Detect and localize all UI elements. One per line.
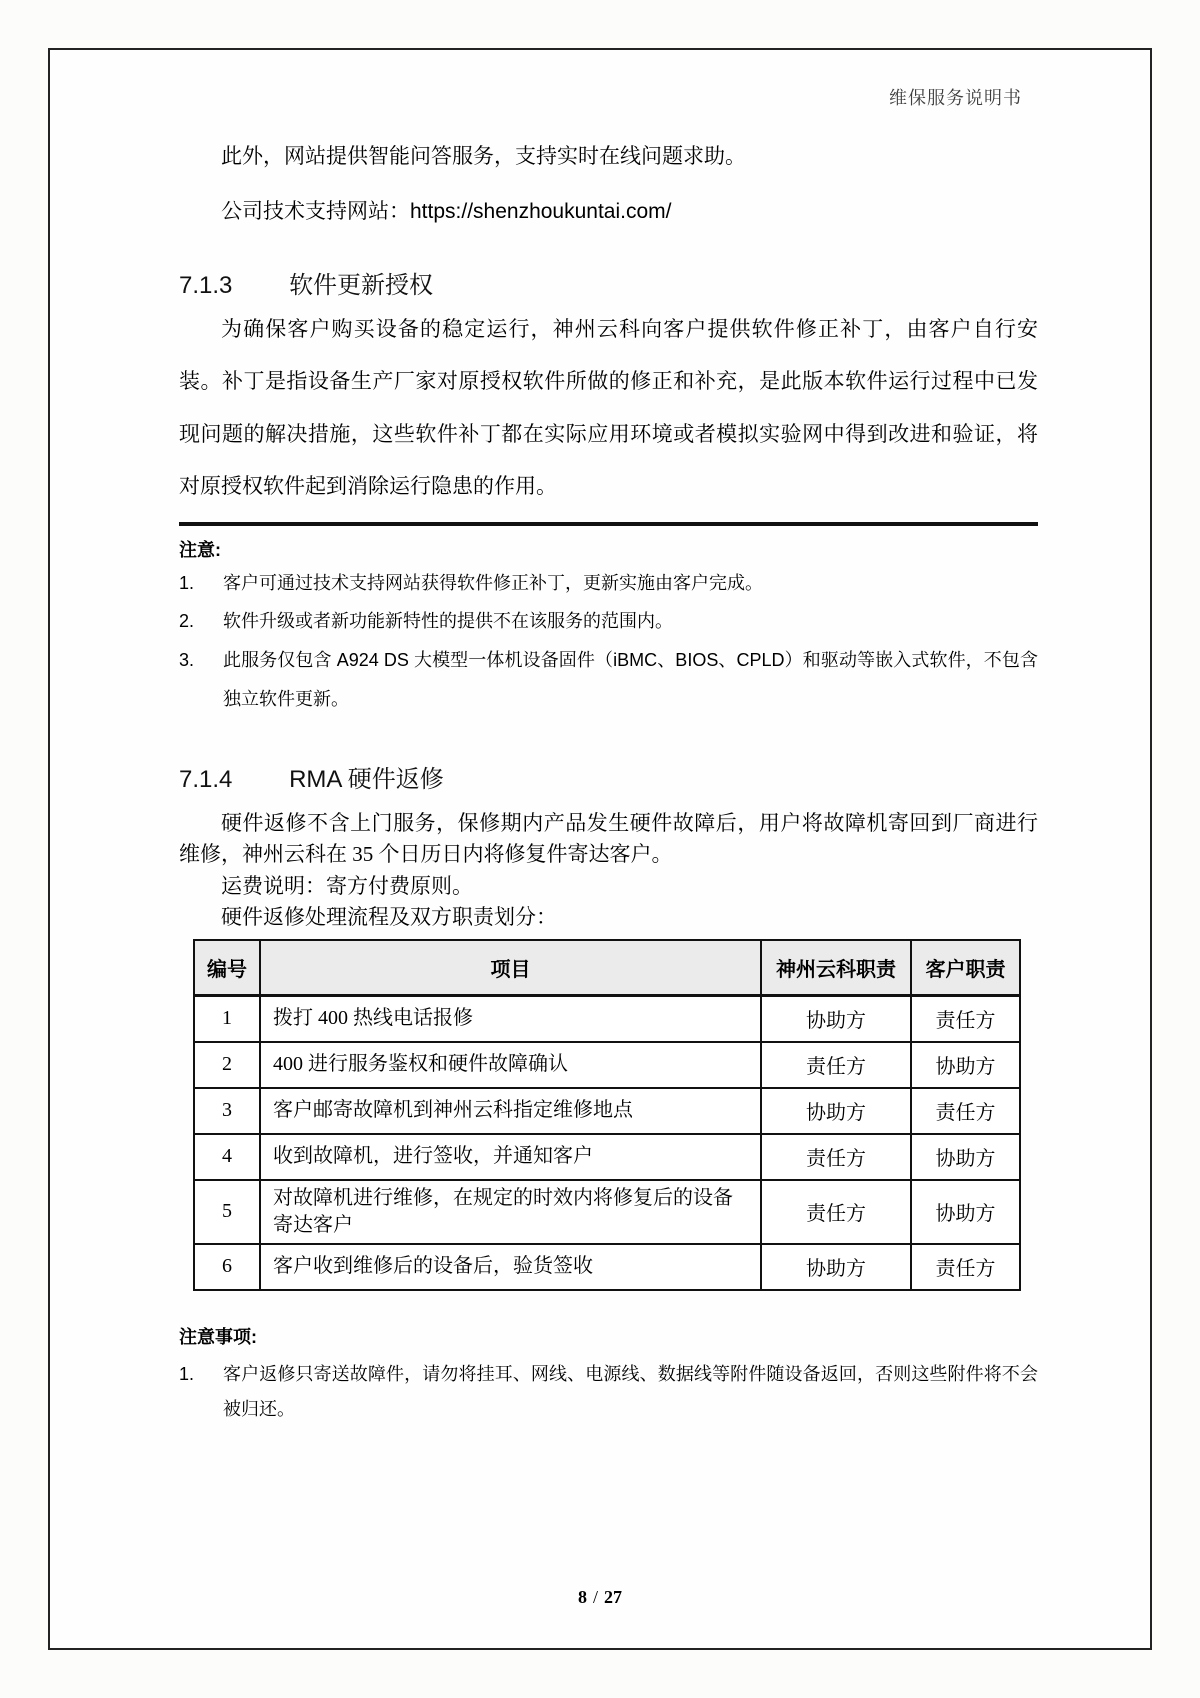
- note-list-714: [179, 1357, 1038, 1427]
- cell-customer-duty: 协助方: [911, 1042, 1020, 1088]
- cell-vendor-duty: 协助方: [761, 996, 911, 1042]
- cell-number: 3: [194, 1088, 260, 1134]
- cell-number: 2: [194, 1042, 260, 1088]
- cell-vendor-duty: 协助方: [761, 1244, 911, 1290]
- section-number: 7.1.4: [179, 765, 233, 793]
- cell-item: 400 进行服务鉴权和硬件故障确认: [260, 1042, 761, 1088]
- table-header-row: [194, 940, 1020, 996]
- section-number: 7.1.3: [179, 271, 233, 299]
- table-row: [194, 1244, 1020, 1290]
- note-label: 注意:: [179, 539, 221, 560]
- list-item: [179, 564, 1038, 603]
- table-row: [194, 1042, 1020, 1088]
- notes-bottom-label: 注意事项:: [179, 1326, 257, 1347]
- list-item-text: 软件升级或者新功能新特性的提供不在该服务的范围内。: [223, 611, 673, 632]
- cell-vendor-duty: 责任方: [761, 1180, 911, 1244]
- cell-vendor-duty: 责任方: [761, 1042, 911, 1088]
- page-number-current: 8: [577, 1587, 587, 1607]
- cell-number: 1: [194, 996, 260, 1042]
- table-row: [194, 1180, 1020, 1244]
- list-item: [179, 641, 1038, 718]
- list-item-text: 客户返修只寄送故障件，请勿将挂耳、网线、电源线、数据线等附件随设备返回，否则这些附件将不会被归还。: [223, 1363, 1038, 1419]
- section-heading-714: [179, 759, 1038, 794]
- section-713-body: 为确保客户购买设备的稳定运行，神州云科向客户提供软件修正补丁，由客户自行安装。补丁是指设备生产厂家对原授权软件所做的修正和补充，是此版本软件运行过程中已发现问题的解决措施，这些软件补丁都在实际应用环境或者模拟实验网中得到改进和验证，将对原授权软件起到消除运行隐患的作用。: [179, 317, 1038, 499]
- cell-customer-duty: 责任方: [911, 1244, 1020, 1290]
- cell-item: 收到故障机，进行签收，并通知客户: [260, 1134, 761, 1180]
- note-divider-line: [179, 522, 1038, 526]
- rma-paragraph-1: 硬件返修不含上门服务，保修期内产品发生硬件故障后，用户将故障机寄回到厂商进行维修，神州云科在 35 个日历日内将修复件寄达客户。: [179, 810, 1038, 867]
- cell-customer-duty: 责任方: [911, 996, 1020, 1042]
- rma-paragraph-2: 运费说明：寄方付费原则。: [221, 873, 473, 898]
- table-row: [194, 1088, 1020, 1134]
- cell-number: 6: [194, 1244, 260, 1290]
- list-item-text: 客户可通过技术支持网站获得软件修正补丁，更新实施由客户完成。: [223, 572, 763, 593]
- rma-process-table: [193, 939, 1021, 1291]
- list-item: [179, 602, 1038, 641]
- cell-item: 客户邮寄故障机到神州云科指定维修地点: [260, 1088, 761, 1134]
- table-row: [194, 1134, 1020, 1180]
- cell-customer-duty: 协助方: [911, 1180, 1020, 1244]
- column-header-number: 编号: [194, 940, 260, 996]
- table-row: [194, 996, 1020, 1042]
- intro-paragraph-1: 此外，网站提供智能问答服务，支持实时在线问题求助。: [221, 145, 746, 168]
- page-header-title: 维保服务说明书: [889, 88, 1022, 108]
- column-header-vendor-duty: 神州云科职责: [761, 940, 911, 996]
- column-header-item: 项目: [260, 940, 761, 996]
- note-list-713: [179, 564, 1038, 719]
- page-footer: [50, 1587, 1150, 1608]
- rma-paragraph-3: 硬件返修处理流程及双方职责划分：: [221, 905, 557, 930]
- cell-vendor-duty: 责任方: [761, 1134, 911, 1180]
- list-item-number: 1.: [179, 572, 195, 593]
- cell-item: 拨打 400 热线电话报修: [260, 996, 761, 1042]
- cell-item: 客户收到维修后的设备后，验货签收: [260, 1244, 761, 1290]
- cell-number: 4: [194, 1134, 260, 1180]
- cell-customer-duty: 责任方: [911, 1088, 1020, 1134]
- page-number-separator: /: [592, 1587, 598, 1607]
- document-page: [48, 48, 1152, 1650]
- section-714-body: [179, 808, 1038, 934]
- list-item-number: 2.: [179, 611, 195, 632]
- cell-vendor-duty: 协助方: [761, 1088, 911, 1134]
- list-item-text: 此服务仅包含 A924 DS 大模型一体机设备固件（iBMC、BIOS、CPLD）和驱动等嵌入式软件，不包含独立软件更新。: [223, 650, 1038, 709]
- page-content: [50, 84, 1150, 1427]
- intro-paragraph-2: 公司技术支持网站：https://shenzhoukuntai.com/: [221, 200, 672, 224]
- list-item-number: 3.: [179, 650, 195, 671]
- page-number-total: 27: [604, 1587, 622, 1607]
- cell-item: 对故障机进行维修，在规定的时效内将修复后的设备寄达客户: [260, 1180, 761, 1244]
- section-heading-713: [179, 265, 1038, 300]
- list-item: [179, 1357, 1038, 1427]
- section-title: RMA 硬件返修: [289, 765, 444, 793]
- cell-number: 5: [194, 1180, 260, 1244]
- cell-customer-duty: 协助方: [911, 1134, 1020, 1180]
- section-title: 软件更新授权: [289, 271, 434, 299]
- list-item-number: 1.: [179, 1363, 195, 1384]
- column-header-customer-duty: 客户职责: [911, 940, 1020, 996]
